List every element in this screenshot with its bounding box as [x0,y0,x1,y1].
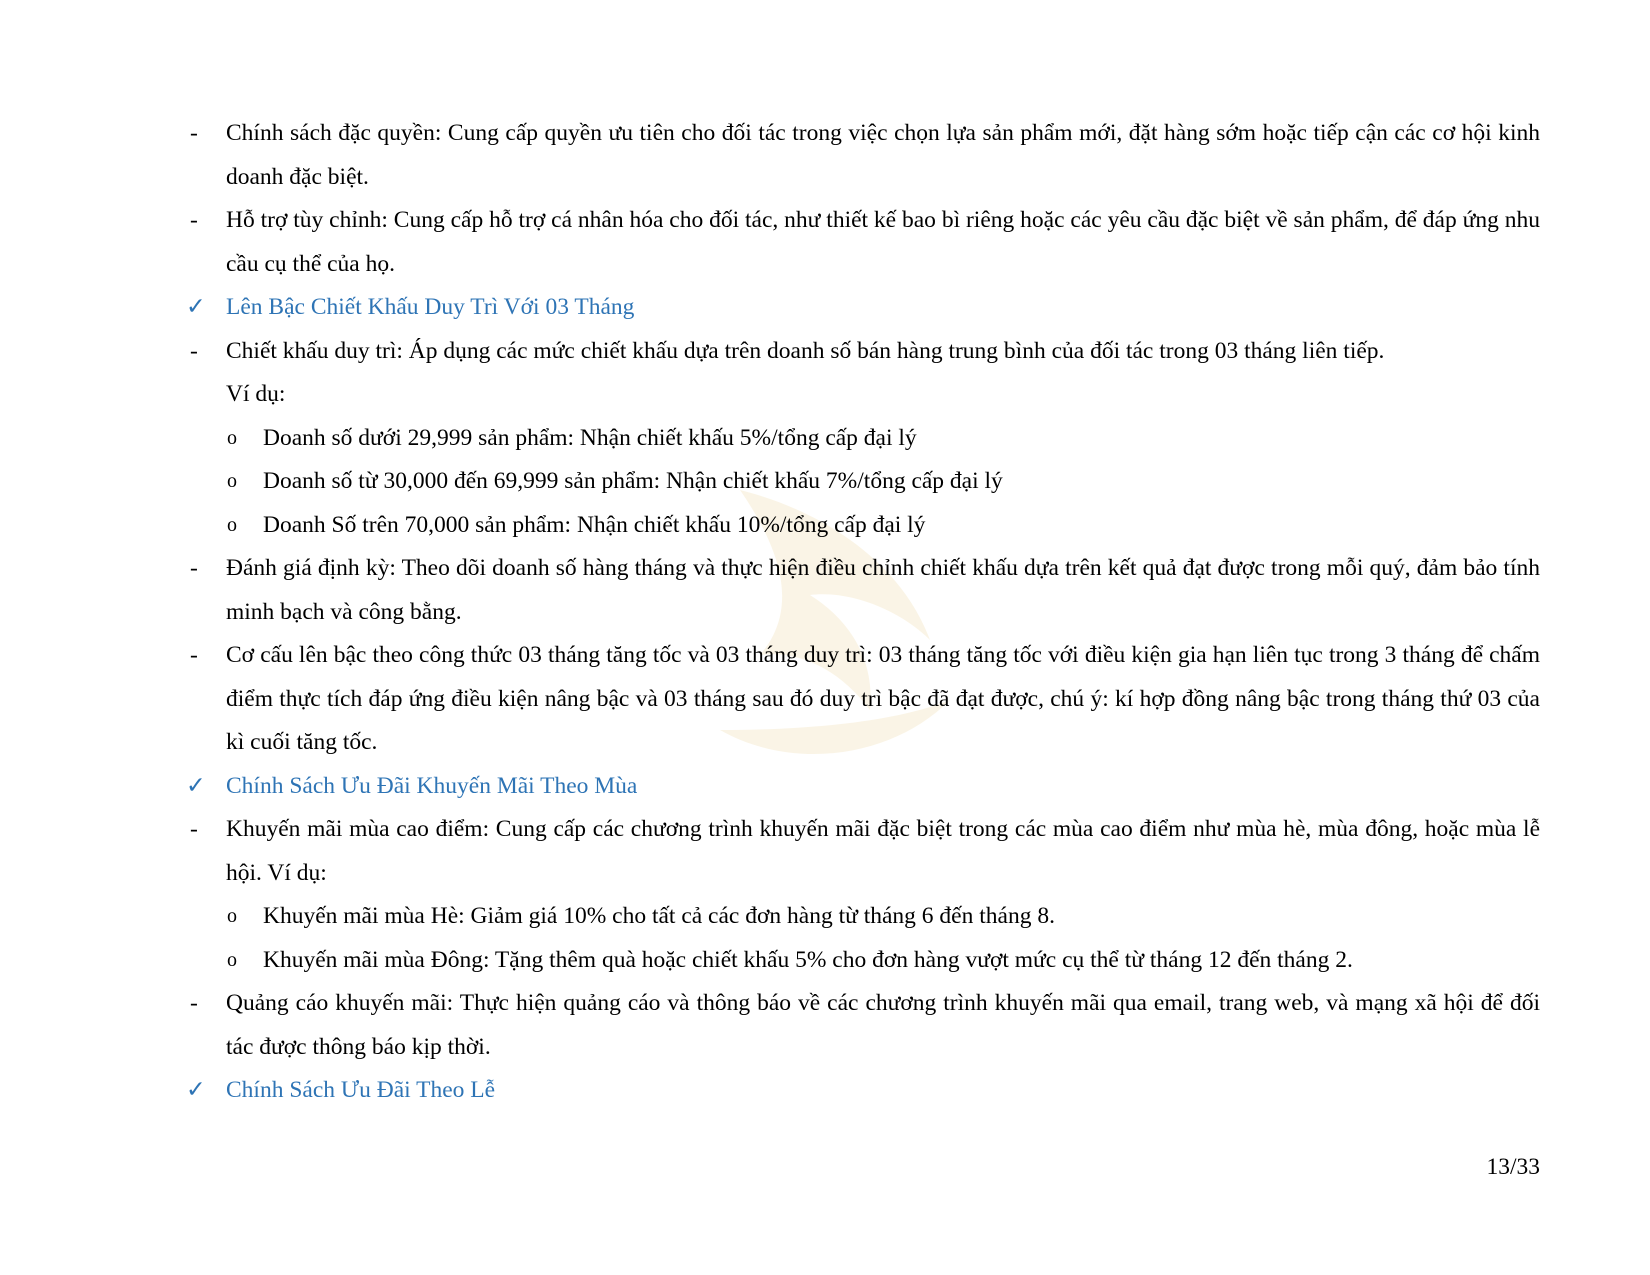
custom-support-item [186,199,1540,286]
tier-item [186,504,1540,548]
season-example-item [186,895,1540,939]
maintain-discount-text: Chiết khấu duy trì: Áp dụng các mức chiết khấu dựa trên doanh số bán hàng trung bình của đối tác trong 03 tháng liên tiếp. [226,337,1385,364]
dash-bullet: - [190,555,198,581]
dash-bullet: - [190,816,198,842]
dash-bullet: - [190,642,198,668]
tier-text: Doanh số dưới 29,999 sản phẩm: Nhận chiết khấu 5%/tổng cấp đại lý [263,424,917,451]
check-icon: ✓ [186,294,206,320]
check-icon: ✓ [186,772,206,799]
dash-bullet: - [190,120,198,146]
periodic-review-text: Đánh giá định kỳ: Theo dõi doanh số hàng tháng và thực hiện điều chỉnh chiết khấu dựa trên kết quả đạt được trong mỗi quý, đảm bảo tính minh bạch và công bằng. [226,555,1540,625]
circle-bullet: o [227,948,237,971]
circle-bullet: o [227,905,237,927]
promo-ads-text: Quảng cáo khuyến mãi: Thực hiện quảng cáo và thông báo về các chương trình khuyến mãi qua email, trang web, và mạng xã hội để đối tác được thông báo kịp thời. [226,990,1540,1060]
custom-support-text: Hỗ trợ tùy chỉnh: Cung cấp hỗ trợ cá nhân hóa cho đối tác, như thiết kế bao bì riêng hoặc các yêu cầu đặc biệt về sản phẩm, để đáp ứng nhu cầu cụ thể của họ. [226,207,1540,277]
holiday-policy-heading [186,1069,1540,1113]
page-number: 13/33 [1486,1154,1540,1180]
circle-bullet: o [227,470,237,492]
dash-bullet: - [190,207,198,233]
peak-season-item [186,808,1540,895]
document-body [186,112,1540,1113]
season-example-item [186,939,1540,983]
tier-structure-text: Cơ cấu lên bậc theo công thức 03 tháng tăng tốc và 03 tháng duy trì: 03 tháng tăng tốc với điều kiện gia hạn liên tục trong 3 tháng để chấm điểm thực tích đáp ứng điều kiện nâng bậc và 03 tháng sau đó duy trì bậc đã đạt được, chú ý: kí hợp đồng nâng bậc trong tháng thứ 03 của kì cuối tăng tốc. [226,642,1540,755]
privilege-policy-text: Chính sách đặc quyền: Cung cấp quyền ưu tiên cho đối tác trong việc chọn lựa sản phẩm mới, đặt hàng sớm hoặc tiếp cận các cơ hội kinh doanh đặc biệt. [226,120,1540,190]
tier-structure-item [186,634,1540,765]
dash-bullet: - [190,337,198,364]
tier-text: Doanh số từ 30,000 đến 69,999 sản phẩm: Nhận chiết khấu 7%/tổng cấp đại lý [263,468,1003,494]
periodic-review-item [186,547,1540,634]
season-example-text: Khuyến mãi mùa Đông: Tặng thêm quà hoặc chiết khấu 5% cho đơn hàng vượt mức cụ thể từ tháng 12 đến tháng 2. [263,946,1353,973]
season-example-text: Khuyến mãi mùa Hè: Giảm giá 10% cho tất cả các đơn hàng từ tháng 6 đến tháng 8. [263,903,1055,929]
peak-season-text: Khuyến mãi mùa cao điểm: Cung cấp các chương trình khuyến mãi đặc biệt trong các mùa cao điểm như mùa hè, mùa đông, hoặc mùa lễ hội. Ví dụ: [226,816,1540,886]
privilege-policy-item [186,112,1540,199]
circle-bullet: o [227,513,237,536]
dash-bullet: - [190,990,198,1016]
holiday-policy-heading-text: Chính Sách Ưu Đãi Theo Lễ [226,1077,496,1103]
check-icon: ✓ [186,1077,206,1103]
maintain-discount-item [186,330,1540,374]
tier-item [186,460,1540,504]
seasonal-promo-heading-text: Chính Sách Ưu Đãi Khuyến Mãi Theo Mùa [226,772,638,799]
promo-ads-item [186,982,1540,1069]
tier-item [186,417,1540,461]
tier-text: Doanh Số trên 70,000 sản phẩm: Nhận chiết khấu 10%/tổng cấp đại lý [263,511,926,538]
maintain-discount-heading-text: Lên Bậc Chiết Khấu Duy Trì Với 03 Tháng [226,294,635,320]
example-label: Ví dụ: [226,381,286,407]
circle-bullet: o [227,426,237,449]
seasonal-promo-heading [186,765,1540,809]
maintain-discount-heading [186,286,1540,330]
